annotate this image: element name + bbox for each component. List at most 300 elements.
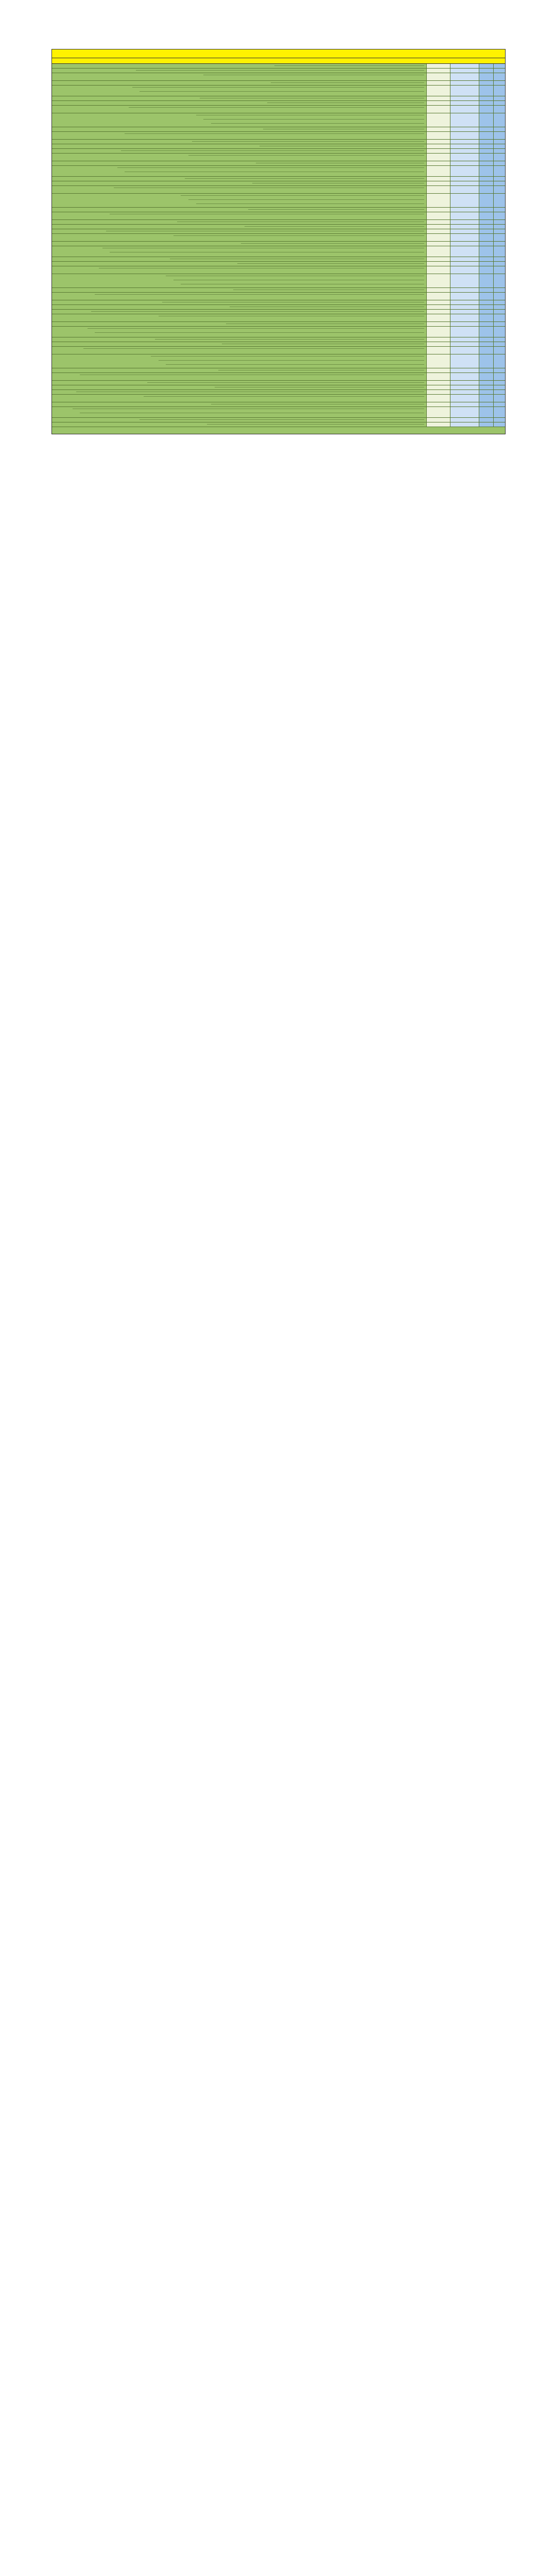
text-line xyxy=(117,167,424,168)
table-cell xyxy=(479,314,494,321)
table-cell xyxy=(494,106,505,113)
table-cell xyxy=(479,81,494,85)
table-cell xyxy=(427,373,450,380)
table-cell xyxy=(450,373,479,380)
table-cell xyxy=(494,262,505,266)
table-cell xyxy=(427,81,450,85)
text-line xyxy=(140,91,424,92)
table-row xyxy=(52,140,505,144)
text-line xyxy=(207,424,424,425)
text-line xyxy=(88,328,424,329)
table-cell xyxy=(52,242,427,246)
table-cell xyxy=(494,347,505,354)
table-cell xyxy=(450,208,479,212)
table-cell xyxy=(450,234,479,241)
table-cell xyxy=(427,310,450,314)
table-cell xyxy=(479,166,494,176)
table-cell xyxy=(494,140,505,144)
table-cell xyxy=(427,144,450,148)
table-cell xyxy=(52,246,427,257)
table-row xyxy=(52,166,505,177)
table-cell xyxy=(52,101,427,105)
table-cell xyxy=(479,234,494,241)
table-row xyxy=(52,402,505,407)
table-cell xyxy=(427,354,450,368)
text-line xyxy=(211,123,424,124)
table-cell xyxy=(52,234,427,241)
table-cell xyxy=(427,113,450,127)
table-cell xyxy=(427,101,450,105)
table-cell xyxy=(494,96,505,100)
text-line xyxy=(147,382,424,383)
text-line xyxy=(121,150,424,151)
table-cell xyxy=(494,274,505,287)
table-cell xyxy=(450,395,479,402)
table-row xyxy=(52,96,505,101)
table-cell xyxy=(52,113,427,127)
table-cell xyxy=(427,418,450,422)
table-row xyxy=(52,64,505,69)
table-cell xyxy=(450,337,479,342)
table-cell xyxy=(494,73,505,80)
table-cell xyxy=(479,337,494,342)
table-row xyxy=(52,101,505,106)
table-cell xyxy=(494,127,505,131)
text-line xyxy=(248,209,424,210)
table-cell xyxy=(450,305,479,309)
table-cell xyxy=(494,154,505,161)
table-row xyxy=(52,225,505,229)
table-cell xyxy=(52,220,427,224)
table-row xyxy=(52,229,505,234)
table-cell xyxy=(52,390,427,394)
table-cell xyxy=(450,327,479,337)
table-cell xyxy=(494,368,505,372)
table-row xyxy=(52,266,505,274)
table-cell xyxy=(52,208,427,212)
table-cell xyxy=(427,177,450,181)
table-cell xyxy=(52,310,427,314)
data-table xyxy=(51,49,506,434)
table-row xyxy=(52,395,505,402)
table-cell xyxy=(479,144,494,148)
table-cell xyxy=(427,186,450,193)
table-cell xyxy=(52,194,427,207)
table-cell xyxy=(479,225,494,229)
table-cell xyxy=(479,381,494,385)
table-cell xyxy=(494,314,505,321)
table-row xyxy=(52,347,505,354)
table-cell xyxy=(427,395,450,402)
table-cell xyxy=(52,266,427,274)
table-cell xyxy=(427,288,450,292)
table-cell xyxy=(479,418,494,422)
table-cell xyxy=(450,322,479,326)
table-cell xyxy=(494,194,505,207)
table-cell xyxy=(427,300,450,304)
table-cell xyxy=(52,322,427,326)
table-row xyxy=(52,220,505,225)
table-cell xyxy=(427,368,450,372)
table-cell xyxy=(427,274,450,287)
table-cell xyxy=(450,381,479,385)
table-cell xyxy=(52,229,427,233)
table-cell xyxy=(450,402,479,406)
table-cell xyxy=(427,69,450,73)
text-line xyxy=(132,87,424,88)
table-cell xyxy=(494,385,505,389)
table-row xyxy=(52,342,505,347)
table-cell xyxy=(52,86,427,96)
table-cell xyxy=(52,407,427,417)
text-line xyxy=(271,82,424,83)
table-row xyxy=(52,86,505,96)
table-cell xyxy=(450,390,479,394)
table-cell xyxy=(479,132,494,139)
table-cell xyxy=(494,407,505,417)
table-cell xyxy=(479,101,494,105)
table-cell xyxy=(427,127,450,131)
text-line xyxy=(155,339,424,340)
table-cell xyxy=(479,422,494,427)
table-cell xyxy=(52,177,427,181)
table-cell xyxy=(427,390,450,394)
table-cell xyxy=(52,132,427,139)
table-cell xyxy=(494,113,505,127)
table-cell xyxy=(479,300,494,304)
table-cell xyxy=(494,81,505,85)
table-cell xyxy=(52,385,427,389)
table-cell xyxy=(494,293,505,300)
table-title-bar xyxy=(52,49,505,58)
table-cell xyxy=(479,395,494,402)
table-cell xyxy=(450,293,479,300)
table-row xyxy=(52,385,505,390)
table-cell xyxy=(494,257,505,261)
table-cell xyxy=(479,220,494,224)
table-row xyxy=(52,262,505,266)
table-cell xyxy=(494,208,505,212)
table-cell xyxy=(450,242,479,246)
table-cell xyxy=(52,81,427,85)
table-cell xyxy=(494,288,505,292)
table-cell xyxy=(427,229,450,233)
text-line xyxy=(188,199,424,200)
table-cell xyxy=(450,140,479,144)
table-row xyxy=(52,181,505,186)
table-cell xyxy=(450,186,479,193)
table-cell xyxy=(52,186,427,193)
text-line xyxy=(151,356,424,357)
table-cell xyxy=(450,106,479,113)
table-cell xyxy=(427,225,450,229)
table-cell xyxy=(450,212,479,219)
table-row xyxy=(52,257,505,262)
table-cell xyxy=(479,161,494,165)
table-cell xyxy=(427,381,450,385)
text-line xyxy=(91,311,424,312)
table-cell xyxy=(494,310,505,314)
table-cell xyxy=(479,246,494,257)
text-line xyxy=(185,178,424,179)
table-cell xyxy=(52,402,427,406)
table-cell xyxy=(479,262,494,266)
table-cell xyxy=(450,194,479,207)
document-page-3 xyxy=(0,1455,556,2182)
table-cell xyxy=(427,166,450,176)
table-cell xyxy=(427,314,450,321)
table-row xyxy=(52,418,505,422)
table-cell xyxy=(427,96,450,100)
table-cell xyxy=(52,140,427,144)
table-cell xyxy=(479,368,494,372)
table-row xyxy=(52,106,505,113)
text-line xyxy=(83,348,424,349)
table-cell xyxy=(427,73,450,80)
document-page-1 xyxy=(0,0,556,727)
table-cell xyxy=(52,422,427,427)
table-cell xyxy=(494,234,505,241)
text-line xyxy=(188,155,424,156)
text-line xyxy=(129,107,424,108)
text-line xyxy=(237,263,425,264)
text-line xyxy=(166,364,424,365)
table-cell xyxy=(494,166,505,176)
table-cell xyxy=(427,262,450,266)
table-row xyxy=(52,154,505,161)
table-cell xyxy=(52,64,427,68)
table-row xyxy=(52,113,505,127)
table-row xyxy=(52,186,505,194)
table-cell xyxy=(450,229,479,233)
table-cell xyxy=(52,288,427,292)
table-cell xyxy=(427,347,450,354)
table-cell xyxy=(450,300,479,304)
table-cell xyxy=(450,154,479,161)
table-cell xyxy=(52,347,427,354)
text-line xyxy=(140,419,424,420)
table-cell xyxy=(52,293,427,300)
table-row xyxy=(52,373,505,381)
table-cell xyxy=(494,418,505,422)
table-cell xyxy=(450,368,479,372)
table-cell xyxy=(427,422,450,427)
table-cell xyxy=(479,86,494,96)
table-cell xyxy=(494,390,505,394)
table-cell xyxy=(52,262,427,266)
table-row xyxy=(52,407,505,418)
table-row xyxy=(52,390,505,395)
table-cell xyxy=(427,322,450,326)
table-row xyxy=(52,212,505,220)
table-cell xyxy=(427,342,450,346)
text-line xyxy=(173,235,424,236)
table-cell xyxy=(52,149,427,153)
table-cell xyxy=(450,149,479,153)
table-cell xyxy=(450,69,479,73)
table-cell xyxy=(450,274,479,287)
text-line xyxy=(159,360,424,361)
document-page-2 xyxy=(0,727,556,1455)
table-cell xyxy=(494,181,505,185)
table-cell xyxy=(427,305,450,309)
table-cell xyxy=(52,166,427,176)
table-cell xyxy=(450,177,479,181)
table-row xyxy=(52,208,505,212)
table-cell xyxy=(479,194,494,207)
table-cell xyxy=(479,327,494,337)
table-cell xyxy=(479,257,494,261)
table-row xyxy=(52,288,505,293)
table-cell xyxy=(427,234,450,241)
table-row xyxy=(52,149,505,154)
table-cell xyxy=(427,220,450,224)
table-cell xyxy=(479,208,494,212)
table-cell xyxy=(494,422,505,427)
table-cell xyxy=(52,337,427,342)
table-cell xyxy=(450,257,479,261)
table-cell xyxy=(494,212,505,219)
table-cell xyxy=(52,395,427,402)
table-cell xyxy=(427,181,450,185)
table-cell xyxy=(450,113,479,127)
table-cell xyxy=(450,101,479,105)
table-row xyxy=(52,327,505,337)
table-cell xyxy=(52,154,427,161)
table-cell xyxy=(450,354,479,368)
table-cell xyxy=(494,177,505,181)
table-cell xyxy=(479,310,494,314)
table-cell xyxy=(450,81,479,85)
document-page-4 xyxy=(0,2182,556,2576)
text-line xyxy=(245,226,424,227)
table-cell xyxy=(52,342,427,346)
table-cell xyxy=(479,127,494,131)
table-cell xyxy=(479,305,494,309)
text-line xyxy=(95,332,424,333)
table-cell xyxy=(450,347,479,354)
table-row xyxy=(52,354,505,368)
table-cell xyxy=(450,181,479,185)
table-cell xyxy=(479,266,494,274)
table-cell xyxy=(479,342,494,346)
table-cell xyxy=(494,132,505,139)
table-cell xyxy=(494,242,505,246)
table-cell xyxy=(52,418,427,422)
table-cell xyxy=(52,368,427,372)
table-cell xyxy=(479,407,494,417)
table-cell xyxy=(450,73,479,80)
table-cell xyxy=(52,73,427,80)
table-row xyxy=(52,337,505,342)
table-cell xyxy=(52,225,427,229)
table-cell xyxy=(479,385,494,389)
table-cell xyxy=(479,96,494,100)
table-cell xyxy=(494,225,505,229)
table-cell xyxy=(450,288,479,292)
table-cell xyxy=(450,262,479,266)
table-cell xyxy=(450,418,479,422)
table-cell xyxy=(427,402,450,406)
table-cell xyxy=(479,106,494,113)
table-cell xyxy=(427,208,450,212)
table-row xyxy=(52,127,505,132)
table-row xyxy=(52,177,505,181)
table-cell xyxy=(52,381,427,385)
table-cell xyxy=(479,322,494,326)
table-cell xyxy=(52,69,427,73)
table-cell xyxy=(427,407,450,417)
table-row xyxy=(52,381,505,385)
table-cell xyxy=(479,373,494,380)
table-row xyxy=(52,73,505,81)
table-cell xyxy=(479,73,494,80)
table-cell xyxy=(427,154,450,161)
table-cell xyxy=(52,144,427,148)
table-cell xyxy=(479,354,494,368)
table-cell xyxy=(479,212,494,219)
table-cell xyxy=(427,106,450,113)
table-cell xyxy=(52,127,427,131)
table-cell xyxy=(479,402,494,406)
table-cell xyxy=(494,305,505,309)
table-row xyxy=(52,132,505,140)
table-cell xyxy=(479,154,494,161)
table-cell xyxy=(427,293,450,300)
table-cell xyxy=(494,266,505,274)
table-cell xyxy=(494,220,505,224)
table-cell xyxy=(450,246,479,257)
table-row xyxy=(52,293,505,300)
table-row xyxy=(52,242,505,246)
table-cell xyxy=(450,220,479,224)
table-cell xyxy=(52,161,427,165)
table-row xyxy=(52,144,505,149)
table-cell xyxy=(494,161,505,165)
table-cell xyxy=(494,101,505,105)
table-cell xyxy=(450,407,479,417)
table-cell xyxy=(427,149,450,153)
table-cell xyxy=(52,181,427,185)
table-cell xyxy=(494,402,505,406)
table-cell xyxy=(52,300,427,304)
table-cell xyxy=(427,385,450,389)
table-cell xyxy=(479,347,494,354)
table-cell xyxy=(479,390,494,394)
table-row xyxy=(52,274,505,288)
text-line xyxy=(181,195,424,196)
table-cell xyxy=(450,96,479,100)
table-cell xyxy=(479,64,494,68)
table-cell xyxy=(52,96,427,100)
table-cell xyxy=(52,106,427,113)
table-cell xyxy=(494,64,505,68)
table-cell xyxy=(427,86,450,96)
table-cell xyxy=(427,337,450,342)
table-cell xyxy=(494,337,505,342)
table-header-row xyxy=(52,58,505,64)
table-cell xyxy=(450,422,479,427)
text-line xyxy=(125,133,424,134)
table-cell xyxy=(494,144,505,148)
table-cell xyxy=(52,257,427,261)
table-cell xyxy=(52,305,427,309)
table-cell xyxy=(479,149,494,153)
table-cell xyxy=(450,86,479,96)
table-cell xyxy=(450,314,479,321)
table-cell xyxy=(450,385,479,389)
table-cell xyxy=(494,246,505,257)
